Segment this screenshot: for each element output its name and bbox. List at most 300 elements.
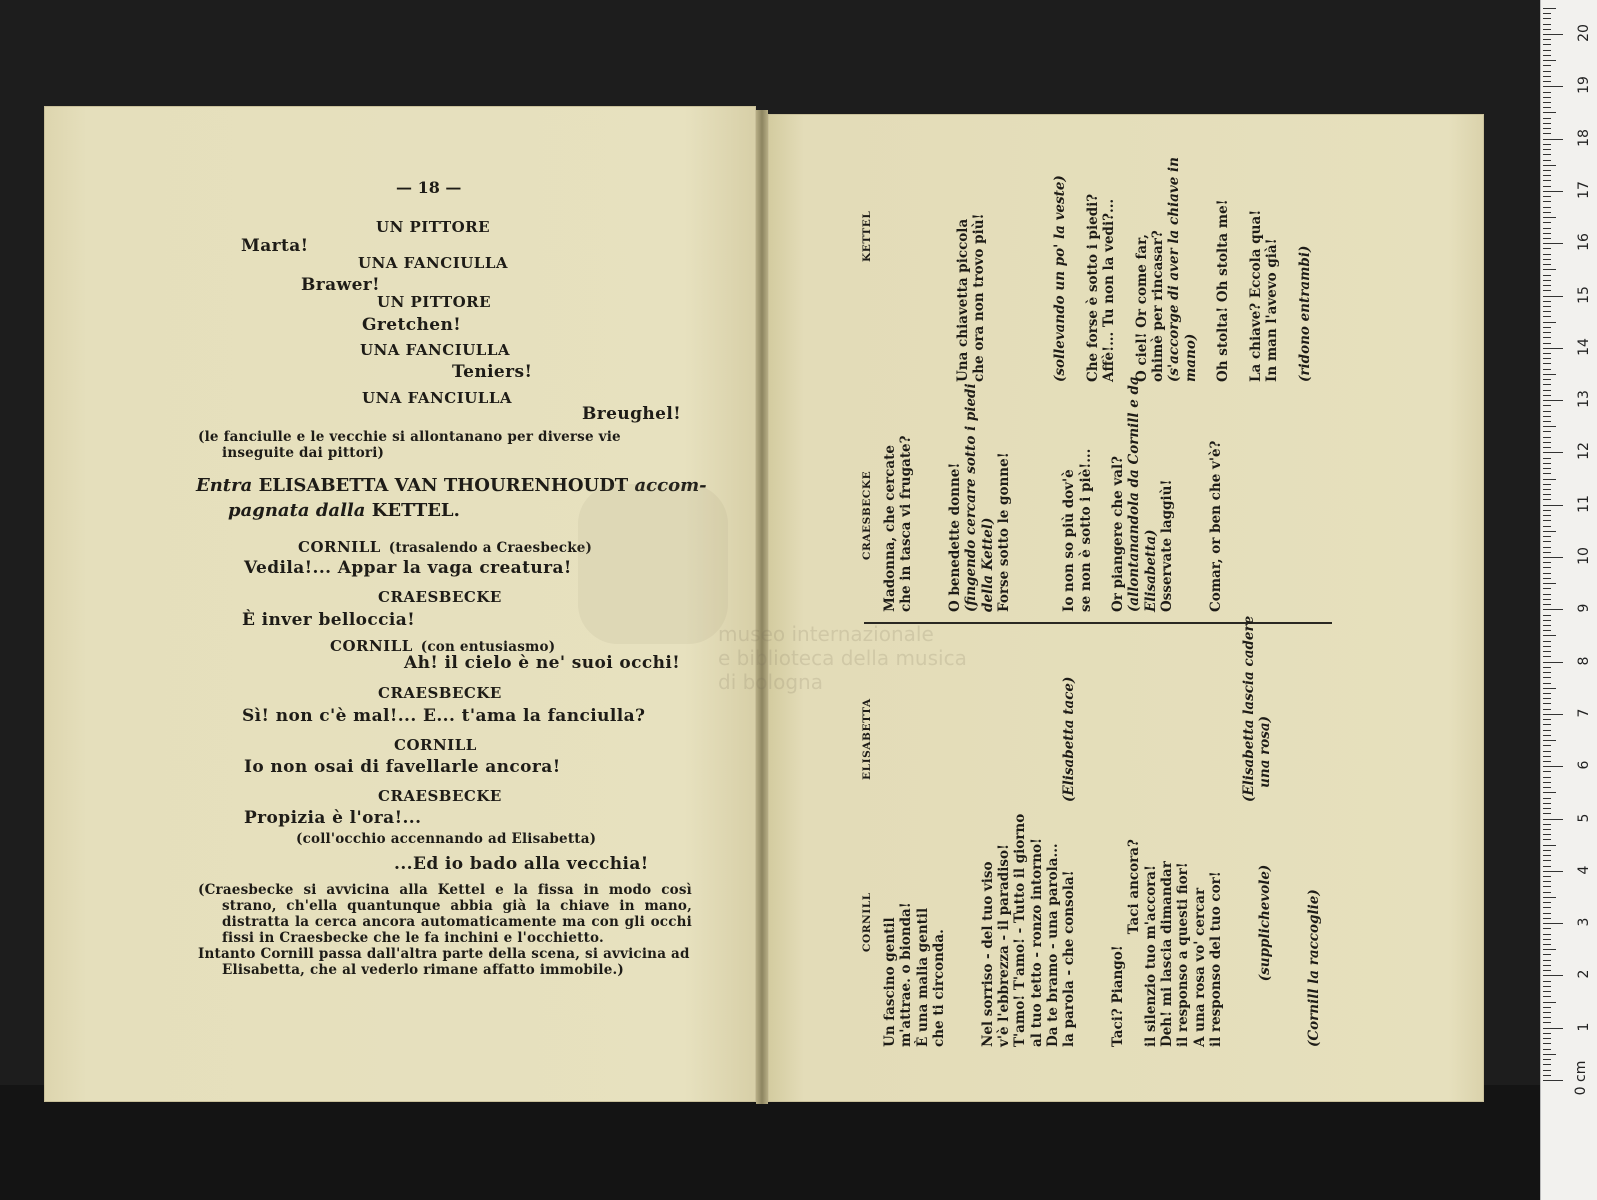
verse-line: Io non so più dov'è: [1061, 469, 1078, 612]
ruler-tick: [1543, 71, 1551, 72]
speaker-name: CRAESBECKE: [378, 684, 502, 702]
right-page: [718, 114, 1484, 1102]
verse-line: Forse sotto le gonne!: [996, 452, 1013, 612]
ruler-tick: [1543, 578, 1551, 579]
ruler-tick: [1543, 165, 1556, 166]
ruler-tick: [1543, 641, 1551, 642]
verse-line: È una malia gentil: [914, 907, 931, 1047]
ruler-tick: [1543, 787, 1551, 788]
ruler-tick: [1543, 280, 1551, 281]
ruler-tick: [1543, 18, 1551, 19]
verse-line: [980, 616, 996, 802]
ruler-tick: [1543, 1075, 1551, 1076]
ruler-tick: [1543, 949, 1556, 950]
ruler-tick: [1543, 1054, 1556, 1055]
ruler-tick: [1543, 322, 1556, 323]
verse-line: [915, 376, 931, 612]
dialogue-line: Marta!: [241, 236, 309, 256]
header-kettel: KETTEL: [861, 210, 873, 262]
verse-line: (supplichevole): [1256, 864, 1273, 1047]
verse-line: [938, 157, 954, 382]
ruler-tick: [1543, 149, 1551, 150]
verse-line: (sollevando un po' la veste): [1052, 175, 1069, 382]
verse-line: [1003, 157, 1019, 382]
book-gutter: [756, 110, 768, 1104]
verse-line: che in tasca vi frugate?: [898, 435, 915, 612]
dialogue-line: Io non osai di favellarle ancora!: [244, 757, 561, 777]
ruler-tick: [1543, 709, 1551, 710]
ruler-tick: [1543, 1038, 1551, 1039]
ruler-number: 3: [1576, 917, 1592, 927]
ruler-number: 19: [1576, 76, 1592, 95]
ruler-tick: [1543, 316, 1551, 317]
ruler-tick: [1543, 761, 1551, 762]
verse-line: se non è sotto i piè!...: [1077, 448, 1094, 612]
ruler-tick: [1543, 447, 1551, 448]
ruler-tick: [1543, 390, 1551, 391]
verse-line: che ora non trovo più!: [970, 213, 987, 382]
ruler-tick: [1543, 175, 1551, 176]
ruler-tick: [1543, 714, 1563, 715]
verse-line: [1175, 616, 1191, 802]
ruler-tick: [1543, 24, 1551, 25]
verse-line: Elisabetta): [1142, 529, 1159, 612]
verse-line: [1289, 814, 1305, 1047]
ruler-tick: [1543, 981, 1551, 982]
ruler-tick: [1543, 515, 1551, 516]
verse-line: Oh stolta! Oh stolta me!: [1215, 199, 1232, 382]
ruler-tick: [1543, 604, 1551, 605]
verse-line: (fingendo cercare sotto i piedi: [963, 383, 980, 612]
ruler-tick: [1543, 34, 1563, 35]
dialogue-line: Ah! il cielo è ne' suoi occhi!: [404, 653, 681, 673]
ruler-tick: [1543, 348, 1563, 349]
entrance-line-2: [228, 500, 460, 521]
verse-line: Or piangere che val?: [1110, 455, 1127, 612]
dialogue-line: Sì! non c'è mal!... E... t'ama la fanciulla?: [242, 706, 646, 726]
verse-line: [1175, 376, 1191, 612]
verse-line: Una chiavetta piccola: [954, 218, 971, 382]
ruler-tick: [1543, 594, 1551, 595]
ruler-tick: [1543, 8, 1556, 9]
ruler-tick: [1543, 128, 1551, 129]
ruler-tick: [1543, 416, 1551, 417]
stage-direction: (le fanciulle e le vecchie si allontanano per diverse vie inseguite dai pittori): [198, 429, 621, 461]
ruler-tick: [1543, 275, 1551, 276]
ruler-tick: [1543, 1012, 1551, 1013]
ruler-tick: [1543, 583, 1556, 584]
ruler-tick: [1543, 1022, 1551, 1023]
verse-line: [1281, 157, 1297, 382]
speaker-name: UN PITTORE: [377, 293, 492, 311]
ruler-tick: [1543, 353, 1551, 354]
entra-name-2: KETTEL.: [371, 500, 460, 521]
dialogue-line: Vedila!... Appar la vaga creatura!: [244, 558, 572, 578]
ruler-number: 1: [1576, 1022, 1592, 1032]
ruler-tick: [1543, 886, 1551, 887]
ruler-tick: [1543, 745, 1551, 746]
ruler-tick: [1543, 212, 1551, 213]
ruler-tick: [1543, 824, 1551, 825]
verse-line: [1078, 814, 1094, 1047]
verse-line: Affè!... Tu non la vedi?...: [1101, 198, 1118, 382]
ruler-tick: [1543, 76, 1551, 77]
ruler-tick: [1543, 923, 1563, 924]
verse-line: Osservate laggiù!: [1159, 479, 1176, 612]
ruler-tick: [1543, 913, 1551, 914]
ruler-number: 20: [1576, 24, 1592, 42]
ruler-tick: [1543, 264, 1551, 265]
dialogue-line: Breughel!: [582, 404, 682, 424]
ruler-tick: [1543, 860, 1551, 861]
ruler-tick: [1543, 479, 1556, 480]
verse-line: [1232, 157, 1248, 382]
ruler-number: 4: [1576, 865, 1592, 875]
verse-line: [1036, 157, 1052, 382]
ruler-number: 9: [1576, 603, 1592, 613]
ruler-tick: [1543, 662, 1563, 663]
verse-line: [931, 376, 947, 612]
ruler-tick: [1543, 468, 1551, 469]
verse-line: A una rosa vo' cercar: [1191, 887, 1208, 1047]
stage-note: (coll'occhio accennando ad Elisabetta): [296, 831, 597, 847]
verse-line: [1012, 616, 1028, 802]
ruler-tick: [1543, 834, 1551, 835]
verse-line: una rosa): [1256, 715, 1273, 802]
ruler-tick: [1543, 452, 1563, 453]
verse-line: [1159, 616, 1175, 802]
ruler-tick: [1543, 792, 1556, 793]
verse-line: In man l'avevo già!: [1264, 238, 1281, 382]
ruler-tick: [1543, 635, 1556, 636]
ruler-tick: [1543, 630, 1551, 631]
ruler-number: 16: [1576, 233, 1592, 252]
speaker-name: CRAESBECKE: [378, 588, 502, 606]
ruler-tick: [1543, 1080, 1563, 1081]
ruler-tick: [1543, 547, 1551, 548]
ruler-tick: [1543, 892, 1551, 893]
ruler-tick: [1543, 897, 1556, 898]
ruler-tick: [1543, 970, 1551, 971]
ruler-tick: [1543, 541, 1551, 542]
ruler-tick: [1543, 531, 1556, 532]
ruler-tick: [1543, 102, 1551, 103]
ruler-tick: [1543, 123, 1551, 124]
ruler-tick: [1543, 552, 1551, 553]
ruler-tick: [1543, 332, 1551, 333]
ruler-tick: [1543, 170, 1551, 171]
verse-line: ohimè per rincasar?: [1150, 230, 1167, 382]
ruler-tick: [1543, 65, 1551, 66]
ruler-tick: [1543, 499, 1551, 500]
ruler-number: 8: [1576, 656, 1592, 666]
ruler-tick: [1543, 1059, 1551, 1060]
ruler-tick: [1543, 154, 1551, 155]
ruler-tick: [1543, 411, 1551, 412]
verse-line: [1078, 616, 1094, 802]
verse-line: [1241, 814, 1257, 1047]
dialogue-line: ...Ed io bado alla vecchia!: [394, 854, 649, 874]
ruler-tick: [1543, 693, 1551, 694]
verse-line: [987, 157, 1003, 382]
verse-line: [963, 814, 979, 1047]
verse-line: [922, 157, 938, 382]
verse-line: [1094, 814, 1110, 1047]
ruler-tick: [1543, 751, 1551, 752]
speaker-note: (trasalendo a Craesbecke): [388, 540, 593, 556]
speaker-name: CRAESBECKE: [378, 787, 502, 805]
ruler-tick: [1543, 719, 1551, 720]
ruler-tick: [1543, 1064, 1551, 1065]
verse-line: Da te bramo - una parola...: [1044, 843, 1061, 1047]
ruler-tick: [1543, 29, 1551, 30]
speaker-name: CORNILL (trasalendo a Craesbecke): [298, 538, 593, 556]
ruler-tick: [1543, 991, 1551, 992]
watermark-line-2: e biblioteca della musica: [718, 646, 967, 670]
ruler-tick: [1543, 484, 1551, 485]
ruler-tick: [1543, 866, 1551, 867]
verse-line: m'attrae. o bionda!: [898, 902, 915, 1047]
ruler-tick: [1543, 510, 1551, 511]
ruler-tick: [1543, 1007, 1551, 1008]
ruler-tick: [1543, 1017, 1551, 1018]
speaker-name: UNA FANCIULLA: [360, 341, 511, 359]
ruler-tick: [1543, 369, 1551, 370]
ruler-number: 13: [1576, 390, 1592, 409]
ruler-tick: [1543, 473, 1551, 474]
watermark-line-3: di bologna: [718, 670, 823, 694]
verse-line: v'è l'ebbrezza - il paradiso!: [996, 844, 1013, 1047]
ruler-tick: [1543, 1070, 1551, 1071]
ruler-tick: [1543, 777, 1551, 778]
ruler-tick: [1543, 944, 1551, 945]
ruler-tick: [1543, 306, 1551, 307]
entra-text: Entra: [196, 475, 253, 496]
verse-line: [947, 814, 963, 1047]
ruler-tick: [1543, 81, 1551, 82]
speaker-note: (con entusiasmo): [420, 639, 556, 655]
verse-line: (Elisabetta lascia cadere: [1240, 615, 1257, 802]
ruler-tick: [1543, 238, 1551, 239]
verse-line: [1126, 616, 1142, 802]
ruler-tick: [1543, 405, 1551, 406]
header-craesbecke: CRAESBECKE: [861, 470, 873, 560]
ruler-tick: [1543, 13, 1551, 14]
ruler-tick: [1543, 615, 1551, 616]
ruler-tick: [1543, 458, 1551, 459]
ruler-tick: [1543, 803, 1551, 804]
ruler-tick: [1543, 222, 1551, 223]
verse-line: [1192, 616, 1208, 802]
ruler-tick: [1543, 55, 1551, 56]
ruler-tick: [1543, 766, 1563, 767]
ruler-tick: [1543, 724, 1551, 725]
ruler-tick: [1543, 50, 1551, 51]
ruler-tick: [1543, 254, 1551, 255]
ruler-tick: [1543, 625, 1551, 626]
verse-line: Taci ancora?: [1126, 839, 1143, 1047]
speaker-name: UN PITTORE: [376, 218, 491, 236]
ruler-tick: [1543, 599, 1551, 600]
verse-line: mano): [1182, 333, 1199, 382]
verse-line: [1045, 376, 1061, 612]
ruler-tick: [1543, 426, 1556, 427]
speaker-name: UNA FANCIULLA: [358, 254, 509, 272]
verse-line: O benedette donne!: [947, 462, 964, 612]
ruler-tick: [1543, 954, 1551, 955]
ruler-tick: [1543, 740, 1556, 741]
watermark-line-1: museo internazionale: [718, 622, 934, 646]
ruler-tick: [1543, 180, 1551, 181]
dialogue-line: Propizia è l'ora!...: [244, 808, 422, 828]
verse-line: La chiave? Eccola qua!: [1247, 209, 1264, 382]
entra-cont: accom-: [634, 475, 707, 496]
verse-line: Un fascino gentil: [882, 917, 898, 1047]
verse-line: [1224, 814, 1240, 1047]
verse-line: che ti circonda.: [930, 929, 947, 1047]
ruler-tick: [1543, 557, 1563, 558]
ruler-tick: [1543, 620, 1551, 621]
ruler-tick: [1543, 928, 1551, 929]
ruler-tick: [1543, 217, 1556, 218]
measurement-ruler: [1540, 0, 1597, 1200]
ruler-tick: [1543, 86, 1563, 87]
ruler-tick: [1543, 756, 1551, 757]
ruler-tick: [1543, 965, 1551, 966]
ruler-tick: [1543, 526, 1551, 527]
dialogue-line: Brawer!: [301, 275, 381, 295]
ruler-tick: [1543, 442, 1551, 443]
ruler-tick: [1543, 301, 1551, 302]
verse-line: Madonna, che cercate: [882, 445, 898, 612]
watermark-logo: [578, 484, 728, 644]
ruler-tick: [1543, 588, 1551, 589]
ruler-tick: [1543, 494, 1551, 495]
ruler-number: 15: [1576, 285, 1592, 304]
ruler-number: 2: [1576, 969, 1592, 979]
ruler-tick: [1543, 667, 1551, 668]
speaker-name: CORNILL: [394, 736, 477, 754]
header-cornill: CORNILL: [861, 892, 873, 952]
ruler-tick: [1543, 259, 1551, 260]
ruler-tick: [1543, 144, 1551, 145]
verse-line: [1273, 814, 1289, 1047]
ruler-tick: [1543, 1033, 1551, 1034]
verse-line: [1199, 157, 1215, 382]
ruler-tick: [1543, 243, 1563, 244]
ruler-tick: [1543, 735, 1551, 736]
ruler-tick: [1543, 808, 1551, 809]
ruler-tick: [1543, 1049, 1551, 1050]
ruler-tick: [1543, 871, 1563, 872]
ruler-tick: [1543, 285, 1551, 286]
ruler-tick: [1543, 876, 1551, 877]
ruler-tick: [1543, 839, 1551, 840]
ruler-tick: [1543, 196, 1551, 197]
ruler-tick: [1543, 688, 1556, 689]
ruler-tick: [1543, 44, 1551, 45]
ruler-tick: [1543, 567, 1551, 568]
ruler-tick: [1543, 160, 1551, 161]
ruler-tick: [1543, 384, 1551, 385]
verse-line: [1012, 376, 1028, 612]
ruler-tick: [1543, 463, 1551, 464]
stage-direction-2: (Craesbecke si avvicina alla Kettel e la fissa in modo così strano, ch'ella quantunque abbia già la chiave in mano, distratta la cerca ancora automaticamente ma con gli occhi fissi in Craesbecke che le fa inchini e l'occhietto.: [198, 882, 692, 946]
ruler-tick: [1543, 646, 1551, 647]
ruler-tick: [1543, 343, 1551, 344]
ruler-tick: [1543, 907, 1551, 908]
ruler-tick: [1543, 829, 1551, 830]
verse-line: [996, 616, 1012, 802]
ruler-tick: [1543, 400, 1563, 401]
column-kettel: [922, 157, 1313, 382]
ruler-number: 14: [1576, 337, 1592, 356]
ruler-tick: [1543, 975, 1563, 976]
ruler-tick: [1543, 939, 1551, 940]
entra-name: ELISABETTA VAN THOURENHOUDT: [258, 475, 629, 496]
ruler-number: 10: [1576, 547, 1592, 565]
ruler-tick: [1543, 437, 1551, 438]
ruler-tick: [1543, 683, 1551, 684]
ruler-tick: [1543, 698, 1551, 699]
ruler-tick: [1543, 703, 1551, 704]
verse-line: [1029, 376, 1045, 612]
ruler-tick: [1543, 1002, 1556, 1003]
verse-line: [1069, 157, 1085, 382]
ruler-tick: [1543, 233, 1551, 234]
verse-line: (Cornill la raccoglie): [1305, 889, 1322, 1047]
verse-line: [1020, 157, 1036, 382]
verse-line: [1143, 616, 1159, 802]
verse-line: [1208, 616, 1224, 802]
ruler-tick: [1543, 677, 1551, 678]
speaker-name: UNA FANCIULLA: [362, 389, 513, 407]
ruler-tick: [1543, 782, 1551, 783]
verse-line: Deh! mi lascia dimandar: [1159, 861, 1176, 1047]
ruler-number: 5: [1576, 813, 1592, 822]
watermark-text: [718, 622, 967, 694]
ruler-tick: [1543, 60, 1556, 61]
ruler-tick: [1543, 573, 1551, 574]
dialogue-line: Teniers!: [452, 362, 533, 382]
ruler-number: 7: [1576, 708, 1592, 718]
ruler-tick: [1543, 934, 1551, 935]
verse-line: il silenzio tuo m'accora!: [1142, 865, 1159, 1047]
verse-line: al tuo tetto - ronzo intorno!: [1028, 838, 1045, 1047]
ruler-tick: [1543, 118, 1551, 119]
ruler-tick: [1543, 207, 1551, 208]
ruler-tick: [1543, 562, 1551, 563]
ruler-tick: [1543, 881, 1551, 882]
verse-line: T'amo! T'amo! - Tutto il giorno: [1012, 813, 1029, 1047]
ruler-tick: [1543, 186, 1551, 187]
ruler-tick: [1543, 290, 1551, 291]
ruler-tick: [1543, 798, 1551, 799]
ruler-tick: [1543, 395, 1551, 396]
column-craesbecke: [882, 376, 1224, 612]
ruler-tick: [1543, 107, 1551, 108]
ruler-tick: [1543, 505, 1563, 506]
ruler-tick: [1543, 1028, 1563, 1029]
ruler-tick: [1543, 97, 1551, 98]
verse-line: [1045, 616, 1061, 802]
ruler-tick: [1543, 421, 1551, 422]
ruler-tick: [1543, 651, 1551, 652]
ruler-tick: [1543, 379, 1551, 380]
ruler-unit: 0 cm: [1573, 1060, 1589, 1096]
ruler-tick: [1543, 431, 1551, 432]
ruler-tick: [1543, 813, 1551, 814]
